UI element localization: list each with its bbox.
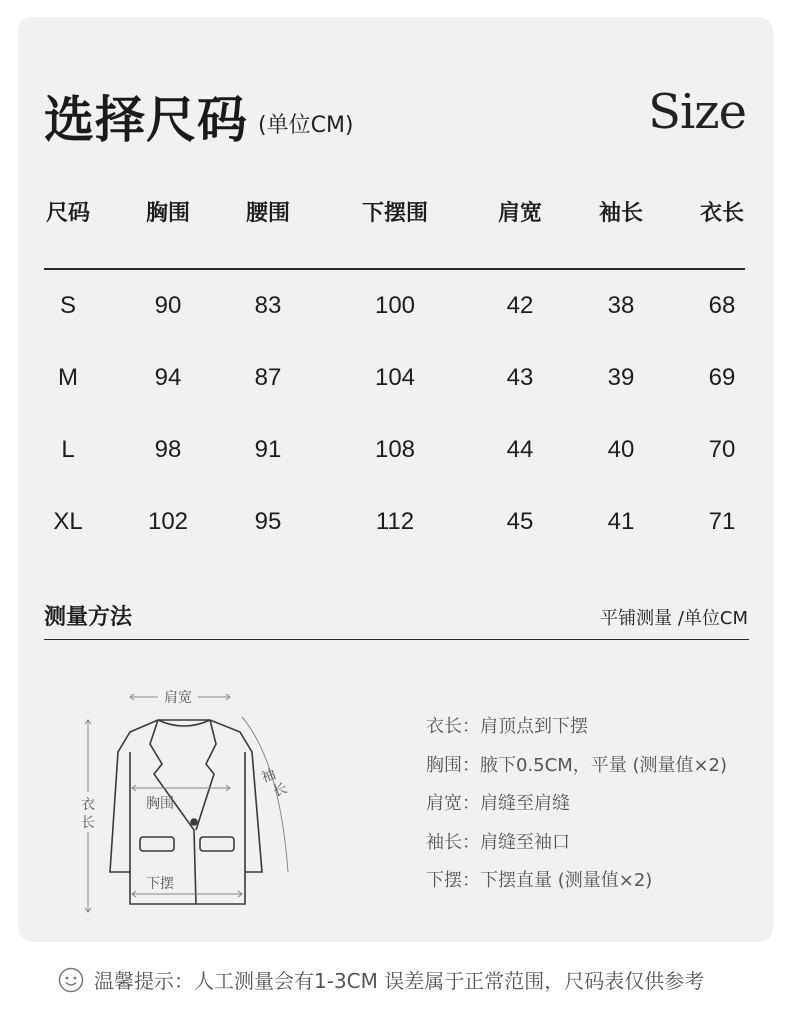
footer-tip <box>58 965 704 994</box>
smile-icon <box>58 967 84 993</box>
table-cell: 41 <box>607 508 635 535</box>
sleeve-label-char-2: 长 <box>270 780 290 801</box>
table-divider <box>44 268 745 270</box>
method-title: 测量方法 <box>44 605 133 630</box>
method-divider <box>44 639 749 640</box>
header-cell: 胸围 <box>145 201 190 226</box>
length-label <box>81 797 95 831</box>
footer-text: 温馨提示：人工测量会有1-3CM 误差属于正常范围，尺码表仅供参考 <box>94 969 705 993</box>
table-row <box>18 286 773 326</box>
table-row <box>18 430 773 470</box>
sleeve-label <box>259 764 289 802</box>
method-unit: 平铺测量 /单位CM <box>600 608 748 629</box>
table-cell: 108 <box>374 436 416 463</box>
table-cell: S <box>59 292 76 319</box>
table-cell: 44 <box>506 436 534 463</box>
header-cell: 腰围 <box>245 201 290 226</box>
header-cell: 尺码 <box>45 201 90 226</box>
jacket-outline <box>110 720 262 904</box>
table-cell: 102 <box>147 508 189 535</box>
chest-label: 胸围 <box>146 796 174 812</box>
table-cell: 112 <box>375 508 415 535</box>
jacket-diagram <box>70 682 310 922</box>
table-cell: 100 <box>374 292 416 319</box>
note-chest: 胸围：腋下0.5CM，平量 (测量值×2) <box>426 754 728 776</box>
length-label-char-2: 长 <box>81 815 95 831</box>
table-header <box>18 194 773 234</box>
header-cell: 衣长 <box>699 201 744 226</box>
table-cell: 42 <box>506 292 534 319</box>
table-cell: 43 <box>506 364 534 391</box>
measurement-notes <box>426 712 727 905</box>
header-cell: 袖长 <box>598 201 643 226</box>
table-cell: 98 <box>154 436 182 463</box>
table-row <box>18 502 773 542</box>
header-cell: 肩宽 <box>497 201 542 226</box>
page-title: 选择尺码 <box>44 91 248 149</box>
table-cell: 40 <box>607 436 635 463</box>
table-cell: 70 <box>708 436 736 463</box>
header-cell: 下摆围 <box>361 201 428 226</box>
hem-label: 下摆 <box>146 876 174 892</box>
page-subtitle: (单位CM) <box>258 113 354 138</box>
table-cell: XL <box>53 508 83 535</box>
table-cell: 90 <box>154 292 182 319</box>
note-shoulder: 肩宽：肩缝至肩缝 <box>426 793 570 814</box>
note-sleeve: 袖长：肩缝至袖口 <box>426 831 570 853</box>
note-length: 衣长：肩顶点到下摆 <box>426 716 588 737</box>
table-cell: L <box>61 436 75 463</box>
table-cell: 71 <box>708 508 736 535</box>
table-cell: M <box>58 364 78 391</box>
table-cell: 39 <box>607 364 635 391</box>
table-cell: 104 <box>374 364 416 391</box>
shoulder-label: 肩宽 <box>164 690 192 706</box>
table-cell: 38 <box>607 292 635 319</box>
sleeve-label-char-1: 袖 <box>259 766 279 787</box>
table-row <box>18 358 773 398</box>
table-cell: 87 <box>254 364 282 391</box>
table-cell: 45 <box>506 508 534 535</box>
table-cell: 69 <box>708 364 736 391</box>
table-cell: 94 <box>154 364 182 391</box>
table-cell: 95 <box>254 508 282 535</box>
size-logo-word: Size <box>648 84 746 140</box>
table-cell: 68 <box>708 292 736 319</box>
length-label-char-1: 衣 <box>81 797 95 813</box>
table-cell: 91 <box>254 436 282 463</box>
table-cell: 83 <box>254 292 282 319</box>
note-hem: 下摆：下摆直量 (测量值×2) <box>426 870 653 891</box>
